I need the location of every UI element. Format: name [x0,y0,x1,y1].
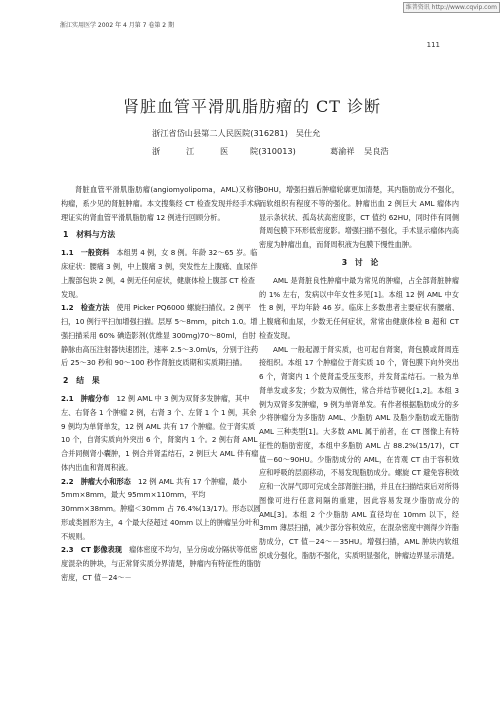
hospital-char: 医 [220,146,229,156]
province-char: 江 [186,146,195,156]
subsection-heading: 2.3 CT 影像表现 [61,545,122,555]
watermark-badge: 维普资讯 http://www.cqvip.com [403,2,500,13]
section-heading: 1 材料与方法 [63,230,116,240]
body-paragraph: 90HU，增强扫描后肿瘤轮廓更加清楚，其内脂肪成分不强化，而软组织有程度不等的强化。肿瘤出血 2 例巨大 AML 瘤体内显示条状状、孤岛状高密度影，CT 值约 62HU，同时伴有同侧肾周包膜下环形低密度影。增强扫描不强化，手术显示瘤体内高密度为肿瘤出血，而肾周积液为包膜下慢性血肿。 [259,185,459,249]
author-name: 吴良浩 [364,146,389,156]
author-name: 吴仕允 [295,128,321,138]
subsection-heading: 1.2 检查方法 [61,303,110,313]
province-char: 浙 [152,146,161,156]
page-number: 111 [426,41,440,49]
section-heading: 2 结 果 [63,376,100,385]
paragraph-text: 12 例 AML 共有 17 个肿瘤，最小 5mm×8mm，最大 95mm×110mm，平均 30mm×38mm。肿瘤＜30mm 占 76.4%(13/17)。形态以圆形或类圆形为主，4 个最大径超过 40mm 以上的肿瘤呈分叶和不规则。 [61,476,261,541]
left-column [61,183,261,585]
affiliation-line-1 [152,128,320,139]
body-paragraph: AML 一般起源于肾实质，也可起自肾窦，肾包膜或肾周连接组织。本组 17 个肿瘤位于肾实质 10 个，肾包膜下向外突出 6 个，肾窦内 1 个使肾盂受压变形，并发肾盂结石。一般为单肾单发或多发；少数为双侧性，常合并结节硬化[1,2]。本组 3 例为双肾多发肿瘤，9 例为单肾单发。有作者根据脂肪成分的多少将肿瘤分为多脂肪 AML、少脂肪 AML 及脂少脂肪或无脂肪 AML 三种类型[1]。大多数 AML 属于前者，在 CT 图像上有特征性的脂肪密度，本组中多脂肪 AML 占 88.2%(15/17)，CT 值－60～90HU。少脂肪成分的 AML，在肯观 CT 由于容积效应和呼吸的层面移动，不易发现脂肪成分。螺旋 CT 避免容积效应和一次屏气即可完成全部肾脏扫描，并且在扫描结束后对所得图像可进行任意间隔的重建，因此容易发现少脂肪成分的 AML[3]。本组 2 个少脂肪 AML 直径均在 10mm 以下，经 3mm 薄层扫描，减少部分容积效应，在混杂密度中测得少许脂肪成分，CT 值－24～－35HU。增强扫描，AML 肿块内软组织成分强化，脂肪不强化，实质明显强化，肿瘤边界显示清楚。 [259,344,459,560]
subsection-heading: 1.1 一般资料 [61,248,110,258]
subsection-heading: 2.1 肿瘤分布 [61,394,110,403]
institution-name: 浙江省岱山县第二人民医院(316281) [152,128,288,138]
journal-header: 浙江实用医学 2002 年 4 月第 7 卷第 2 期 [60,22,174,29]
paragraph-text: 12 例 AML 中 3 例为双肾多发肿瘤，其中左、右肾各 1 个肿瘤 2 例，右肾 3 个、左肾 1 个 1 例，其余 9 例均为单肾单发，12 例 AML 共有 17 个肿瘤。位于肾实质 10 个，自肾实质向外突出 6 个，肾窦内 1 个。2 例右肾 AML 合并同侧肾小囊肿，1 例合并肾盂结石，2 例巨大 AML 伴有瘤体内出血和肾周积液。 [61,394,259,472]
subsection-heading: 2.2 肿瘤大小和形态 [61,476,131,486]
intro-paragraph: 肾脏血管平滑肌脂肪瘤(angiomyolipoma，AML)又称错构瘤，系少见的肾脏肿瘤。本文搜集经 CT 检查发现并经手术病理证实的肾血管平滑肌脂肪瘤 12 例进行回顾分析。 [61,185,261,222]
author-name: 葛渝祥 [330,146,355,156]
article-title: 肾脏血管平滑肌脂肪瘤的 CT 诊断 [122,97,382,116]
paragraph-text: 使用 Picker PQ6000 螺旋扫描仪。2 例平扫，10 例行平扫加增强扫描。层厚 5～8mm，pitch 1.0。增强扫描采用 60% 碘造影剂(优维显 300mg)70～80ml，自肘静脉由高压注射器快速团注，速率 2.5～3.0ml/s，分别于注药后 25～30 秒和 90～100 秒作肾脏皮质期和实质期扫描。 [61,303,259,368]
paragraph-text: 本组男 4 例，女 8 例。年龄 32～65 岁。临床症状：腰痛 3 例，中上腹痛 3 例，突发性左上腹痛、血尿伴上腹部包块 2 例，4 例无任何症状，健康体检上腹部 CT 检查发现。 [61,248,258,299]
section-heading: 3 讨 论 [341,257,379,267]
paragraph-text: 瘤体密度不均匀，呈分房或分隔状等低密度混杂的肿块，与正常肾实质分界清楚，肿瘤内有特征性的脂肪密度，CT 值－24～－ [61,545,261,582]
institution-name: 院(310013) [250,146,296,156]
body-paragraph: AML 是肾脏良性肿瘤中最为常见的肿瘤，占全部肾脏肿瘤的 1% 左右，发病以中年女性多见[1]。本组 12 例 AML 中女性 8 例，平均年龄 46 岁。临床上多数患者主要症状有腰痛、上腹痛和血尿，少数无任何症状，常常由健康体检 B 超和 CT 检查发现。 [259,275,459,340]
right-column [259,183,459,563]
